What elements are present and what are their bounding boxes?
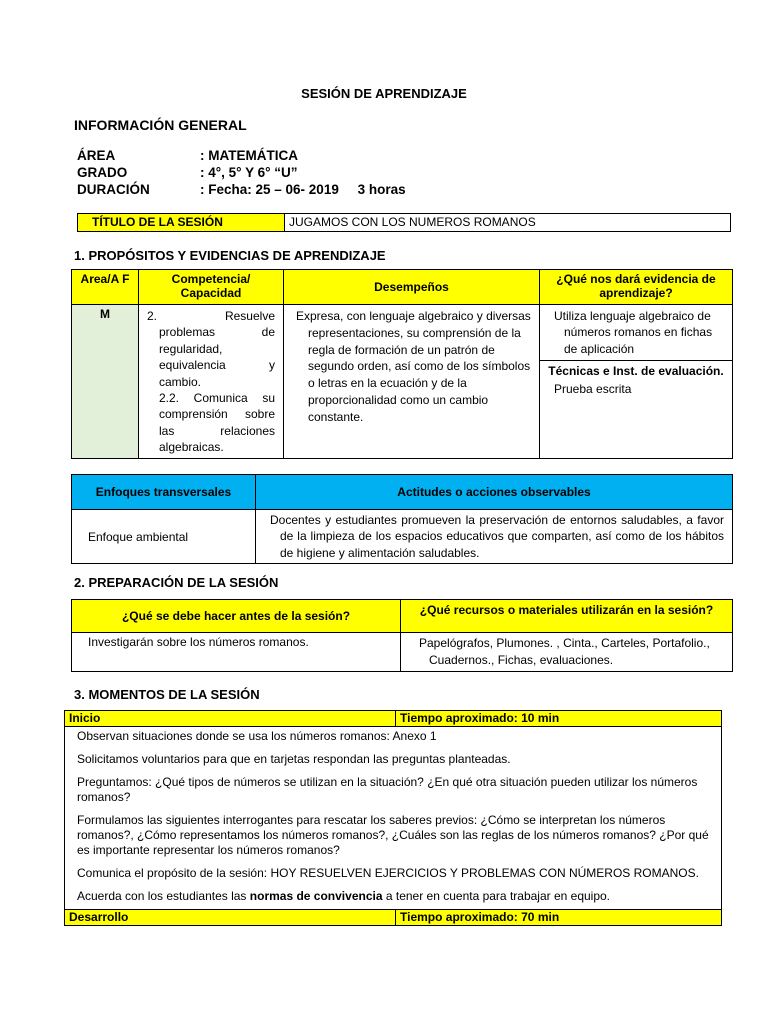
tecnicas-cell: [540, 361, 733, 459]
session-title-value: JUGAMOS CON LOS NUMEROS ROMANOS: [285, 214, 731, 232]
list-item: Solicitamos voluntarios para que en tarjetas respondan las preguntas planteadas.: [77, 752, 511, 766]
list-item: Formulamos las siguientes interrogantes para rescatar los saberes previos: ¿Cómo se interpretan los números romanos?, ¿Cómo representamos los números romanos?, ¿Cuáles son las reglas de los números romanos? ¿Por qué es importante representar los números romanos?: [77, 813, 709, 857]
competencia-line: las relaciones: [159, 423, 275, 438]
session-title-table: [77, 213, 731, 232]
competencia-line: regularidad,: [159, 341, 223, 356]
desarrollo-label: Desarrollo: [65, 910, 396, 926]
competencia-line: comprensión sobre: [159, 407, 275, 422]
competencia-line: equivalencia y: [159, 358, 275, 373]
header-area: Area/A F: [72, 270, 139, 305]
competencia-line: problemas de: [159, 325, 275, 340]
list-item-text: Acuerda con los estudiantes las: [77, 889, 250, 903]
competencia-line: 2. Resuelve: [147, 309, 275, 323]
info-area-label: ÁREA: [77, 148, 116, 163]
list-item-text: a tener en cuenta para trabajar en equipo.: [382, 889, 611, 903]
prep-resources: Papelógrafos, Plumones. , Cinta., Carteles, Portafolio., Cuadernos., Fichas, evaluaciones.: [401, 633, 733, 672]
competencia-line: 2.2. Comunica su: [159, 391, 275, 406]
section2-heading: 2. PREPARACIÓN DE LA SESIÓN: [74, 575, 279, 590]
area-cell: M: [72, 305, 139, 459]
general-info-heading: INFORMACIÓN GENERAL: [74, 117, 247, 133]
enfoque-actitudes: Docentes y estudiantes promueven la preservación de entornos saludables, a favor de la limpieza de los espacios educativos que comparten, así como de los hábitos de higiene y alimentación saludables.: [256, 510, 733, 564]
evidencia-cell: Utiliza lenguaje algebraico de números romanos en fichas de aplicación: [540, 305, 733, 361]
header-evidencia: ¿Qué nos dará evidencia de aprendizaje?: [540, 270, 733, 305]
enfoques-table: [71, 474, 733, 564]
list-item-bold: normas de convivencia: [249, 889, 383, 903]
purposes-table: [71, 269, 733, 459]
enfoques-header-left: Enfoques transversales: [72, 475, 256, 510]
tecnicas-label: Técnicas e Inst. de evaluación.: [548, 364, 724, 379]
page-title: SESIÓN DE APRENDIZAJE: [301, 86, 467, 101]
list-item: Preguntamos: ¿Qué tipos de números se utilizan en la situación? ¿En qué otra situación pueden utilizar los números romanos?: [77, 775, 698, 804]
list-item: Observan situaciones donde se usa los números romanos: Anexo 1: [77, 729, 437, 743]
info-area-value: : MATEMÁTICA: [200, 148, 298, 163]
inicio-list: [65, 729, 721, 906]
desempeno-cell: Expresa, con lenguaje algebraico y diversas representaciones, su comprensión de la regla de formación de un patrón de segundo orden, así como de los símbolos o letras en la ecuación y de la proporcionalidad como un cambio constante.: [284, 305, 540, 459]
list-item: [65, 883, 721, 906]
list-item: Comunica el propósito de la sesión: HOY RESUELVEN EJERCICIOS Y PROBLEMAS CON NÚMEROS ROMANOS.: [77, 866, 699, 880]
header-competencia: Competencia/ Capacidad: [139, 270, 284, 305]
enfoques-header-right: Actitudes o acciones observables: [256, 475, 733, 510]
moments-table: [64, 710, 722, 926]
inicio-label: Inicio: [65, 711, 396, 727]
section1-heading: 1. PROPÓSITOS Y EVIDENCIAS DE APRENDIZAJE: [74, 248, 386, 263]
session-title-label: TÍTULO DE LA SESIÓN: [78, 214, 285, 232]
section3-heading: 3. MOMENTOS DE LA SESIÓN: [74, 687, 260, 702]
desarrollo-time: Tiempo aproximado: 70 min: [396, 910, 722, 926]
enfoque-name: Enfoque ambiental: [72, 510, 256, 564]
info-duracion-label: DURACIÓN: [77, 182, 150, 197]
competencia-line: algebraicas.: [159, 440, 224, 455]
info-grado-label: GRADO: [77, 165, 128, 180]
prep-header-right: ¿Qué recursos o materiales utilizarán en la sesión?: [401, 600, 733, 633]
prep-header-left: ¿Qué se debe hacer antes de la sesión?: [72, 600, 401, 633]
preparation-table: [71, 599, 733, 672]
competencia-cell: [139, 305, 284, 459]
tecnicas-value: Prueba escrita: [554, 382, 632, 397]
info-grado-value: : 4°, 5° Y 6° “U”: [200, 165, 298, 180]
info-duracion-value: : Fecha: 25 – 06- 2019 3 horas: [200, 182, 406, 197]
prep-actions: Investigarán sobre los números romanos.: [72, 633, 401, 672]
inicio-time: Tiempo aproximado: 10 min: [396, 711, 722, 727]
header-desempenos: Desempeños: [284, 270, 540, 305]
competencia-line: cambio.: [159, 374, 202, 389]
inicio-content: [65, 727, 722, 910]
